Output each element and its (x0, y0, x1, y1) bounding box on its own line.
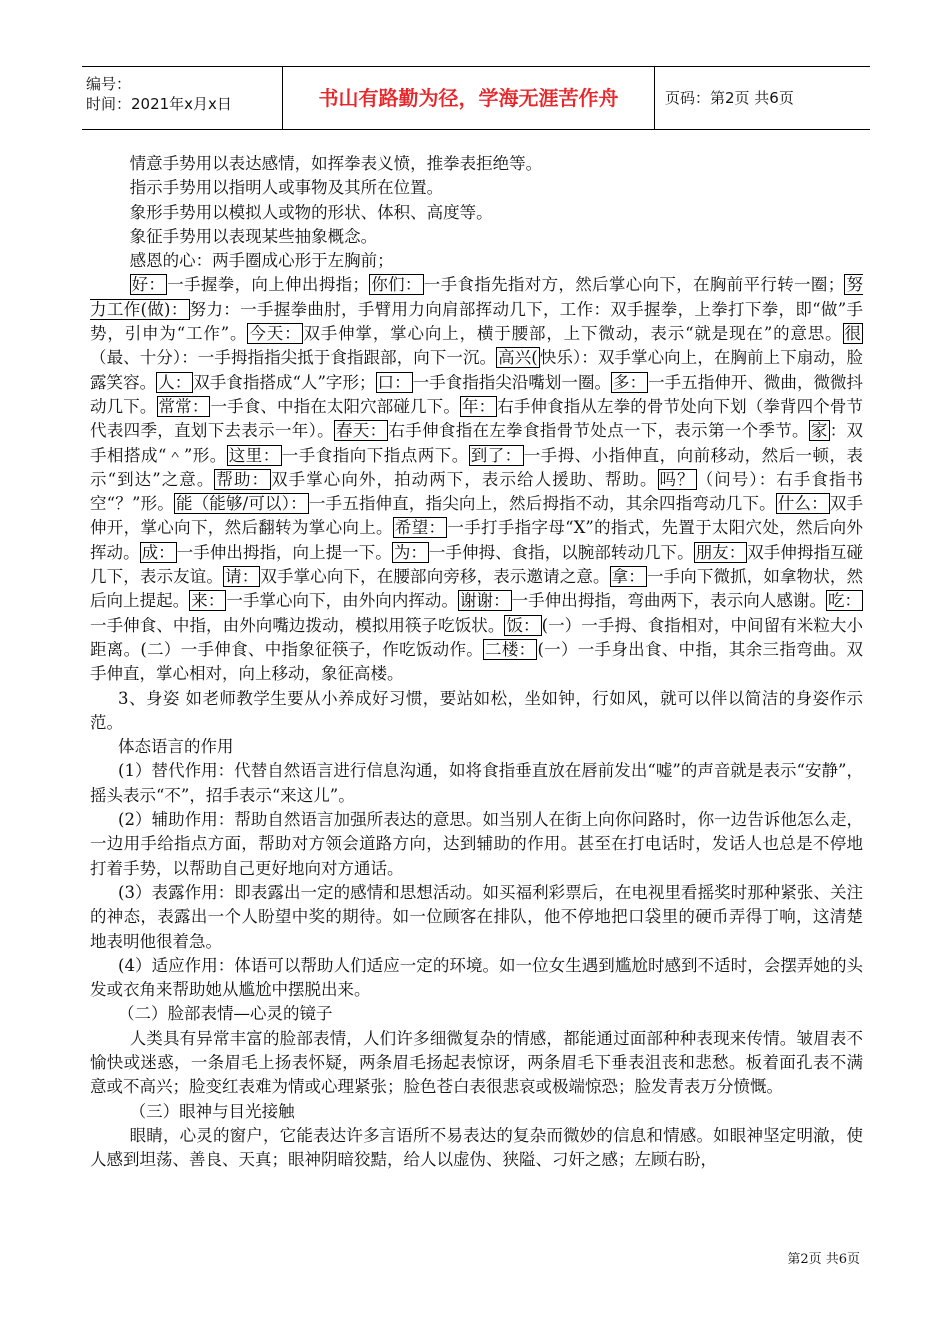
sign-desc: （问号）：右手食指书空“？”形。 (90, 469, 864, 514)
sign-term: 努力工作(做)： (90, 275, 864, 319)
sign-term: 为： (393, 542, 427, 562)
sign-desc: 一手伸拇、食指，以腕部转动几下。 (428, 542, 694, 562)
sign-term: 能（能够/可以）： (175, 494, 307, 514)
para-sign-vocabulary (90, 273, 863, 686)
sign-term: 口： (377, 372, 411, 392)
para-grateful-heart: 感恩的心：两手圈成心形于左胸前； (129, 251, 394, 271)
sign-desc: 一手打手指字母“X”的指式，先置于太阳穴处，然后向外挥动。 (90, 518, 864, 562)
sign-desc: 双手掌心向下，在腰部向旁移，表示邀请之意。 (260, 567, 610, 587)
header-motto: 书山有路勤为径，学海无涯苦作舟 (283, 67, 655, 129)
time-label: 时间：2021年x月x日 (86, 95, 232, 113)
sign-term: 到了： (470, 445, 522, 465)
para-pointing-gesture: 指示手势用以指明人或事物及其所在位置。 (129, 178, 444, 198)
para-auxiliary-role: (2）辅助作用：帮助自然语言加强所表达的意思。如当别人在街上向你问路时，你一边告诉他怎么走，一边用手给指点方面，帮助对方领会道路方向，达到辅助的作用。甚至在打电话时，发话人也总是不停地打着手势，以帮助自己更好地向对方通话。 (90, 810, 863, 878)
para-expressive-role: (3）表露作用：即表露出一定的感情和思想活动。如买福利彩票后，在电视里看摇奖时那种紧张、关注的神态，表露出一个人盼望中奖的期待。如一位顾客在排队，他不停地把口袋里的硬币弄得丁响，这清楚地表明他很着急。 (90, 882, 863, 951)
sign-term: 人： (158, 372, 192, 392)
sign-term: 希望： (394, 518, 446, 538)
sign-term: 成： (141, 542, 175, 562)
sign-desc: 一手食指先指对方，然后掌心向下，在胸前平行转一圈； (423, 275, 845, 295)
para-pictographic-gesture: 象形手势用以模拟人或物的形状、体积、高度等。 (129, 202, 493, 222)
sign-desc: 双手伸掌，掌心向上，横于腰部，上下微动，表示“就是现在”的意思。 (303, 324, 843, 344)
sign-term: 谢谢： (460, 591, 510, 611)
sign-term: 吗？ (659, 469, 695, 489)
sign-desc: 一手握拳，向上伸出拇指； (167, 275, 369, 295)
sign-term: 家 (810, 421, 828, 441)
header-meta-cell (82, 67, 283, 129)
sign-desc: 一手五指伸直，指尖向上，然后拇指不动，其余四指弯动几下。 (308, 494, 776, 514)
para-facial-expression: 人类具有异常丰富的脸部表情，人们许多细微复杂的情感，都能通过面部种种表现来传情。皱眉表不愉快或迷惑，一条眉毛上扬表怀疑，两条眉毛扬起表惊讶，两条眉毛下垂表沮丧和悲愁。板着面孔表不满意或不高兴；脸变红表难为情或心理紧张；脸色苍白表很悲哀或极端惊恐；脸发青表万分愤慨。 (90, 1028, 863, 1097)
sign-desc: 一手向下微抓，如拿物状，然后向上提起。 (90, 567, 864, 611)
sign-term: 这里： (228, 445, 280, 465)
sign-term: 你们： (370, 275, 422, 295)
para-adaptive-role: (4）适应作用：体语可以帮助人们适应一定的环境。如一位女生遇到尴尬时感到不适时，会摆弄她的头发或衣角来帮助她从尴尬中摆脱出来。 (90, 955, 863, 1000)
sign-term: 饭： (506, 615, 540, 635)
sign-desc: 一手拇、小指伸直，向前移动，然后一顿，表示“到达”之意。 (90, 445, 864, 489)
para-posture: 3、身姿 如老师教学生要从小养成好习惯，要站如松，坐如钟，行如风，就可以伴以简洁的身姿作示范。 (90, 688, 863, 732)
sign-term: 今天： (249, 324, 302, 344)
sign-desc: 右手伸食指在左拳食指骨节处点一下，表示第一个季节。 (388, 421, 809, 441)
sign-desc: 一手掌心向下，由外向内挥动。 (226, 591, 458, 611)
sign-desc: 双手食指搭成“人”字形； (193, 372, 376, 392)
sign-term: 朋友： (695, 542, 746, 562)
sign-desc: 一手食、中指在太阳穴部碰几下。 (210, 396, 460, 416)
sign-term: 常常： (158, 396, 209, 416)
serial-label: 编号： (86, 75, 132, 93)
para-substitute-role: (1）替代作用：代替自然语言进行信息沟通，如将食指垂直放在唇前发出“嘘”的声音就是表示“安静”，摇头表示“不”，招手表示“来这儿”。 (90, 761, 863, 805)
sign-term: 高兴( (498, 348, 538, 368)
sign-desc: 一手伸出拇指，弯曲两下，表示向人感谢。 (511, 591, 826, 611)
sign-desc: 右手伸食指从左拳的骨节处向下划（拳背四个骨节代表四季，直划下去表示一年）。 (90, 396, 864, 441)
sign-term: 吃： (828, 591, 862, 611)
sign-term: 请： (225, 567, 259, 587)
sign-term: 多： (613, 372, 647, 392)
sign-desc: 快乐）：双手掌心向上，在胸前上下扇动，脸露笑容。 (90, 348, 864, 392)
sign-desc: 一手食指指尖沿嘴划一圈。 (412, 372, 612, 392)
sign-desc: 一手伸出拇指，向上提一下。 (176, 542, 392, 562)
para-emotion-gesture: 情意手势用以表达感情，如挥拳表义愤，推拳表拒绝等。 (129, 154, 543, 173)
subheading-body-language-role: 体态语言的作用 (118, 737, 234, 757)
header-page-label: 页码：第2页 共6页 (665, 89, 794, 107)
document-body (90, 152, 863, 1172)
sign-desc: (一）一手拇、食指相对，中间留有米粒大小距离。(二）一手伸食、中指象征筷子，作吃饭动作。 (90, 615, 864, 659)
sign-desc: （最、十分）：一手拇指指尖抵于食指跟部，向下一沉。 (90, 348, 497, 368)
sign-desc: 双手掌心向外，拍动两下，表示给人援助、帮助。 (271, 469, 658, 489)
subheading-facial-expression: （二）脸部表情—心灵的镜子 (118, 1004, 333, 1024)
sign-term: 拿： (611, 567, 645, 587)
sign-desc: ：双手相搭成“＾”形。 (90, 421, 864, 465)
sign-desc: 一手食指向下指点两下。 (281, 445, 469, 465)
sign-desc: (一）一手身出食、中指，其余三指弯曲。双手伸直，掌心相对，向上移动，象征高楼。 (90, 639, 864, 684)
sign-desc: 双手伸开，掌心向下，然后翻转为掌心向上。 (90, 494, 864, 538)
subheading-eye-contact: （三）眼神与目光接触 (129, 1101, 295, 1121)
sign-term: 来： (191, 591, 225, 611)
para-symbolic-gesture: 象征手势用以表现某些抽象概念。 (129, 226, 378, 246)
sign-term: 二楼： (485, 639, 536, 659)
sign-term: 帮助： (216, 469, 270, 489)
sign-desc: 双手伸拇指互碰几下，表示友谊。 (90, 542, 864, 587)
header-table (82, 66, 870, 130)
para-eye-contact: 眼睛，心灵的窗户，它能表达许多言语所不易表达的复杂而微妙的信息和情感。如眼神坚定明澈，使人感到坦荡、善良、天真；眼神阴暗狡黠，给人以虚伪、狭隘、刁奸之感；左顾右盼， (90, 1125, 863, 1170)
sign-term: 好： (131, 275, 166, 295)
sign-term: 很 (844, 324, 862, 344)
footer-page-label: 第2页 共6页 (787, 1252, 860, 1267)
sign-desc: 一手五指伸开、微曲，微微抖动几下。 (90, 372, 864, 416)
sign-term: 年： (461, 396, 496, 416)
sign-desc: 努力：一手握拳曲肘，手臂用力向肩部挥动几下，工作：双手握拳，上拳打下拳，即“做”手势，引申为“工作”。 (90, 299, 864, 344)
sign-desc: 一手伸食、中指，由外向嘴边拨动，模拟用筷子吃饭状。 (90, 615, 505, 635)
sign-term: 什么： (777, 494, 828, 514)
sign-term: 春天： (336, 421, 387, 441)
